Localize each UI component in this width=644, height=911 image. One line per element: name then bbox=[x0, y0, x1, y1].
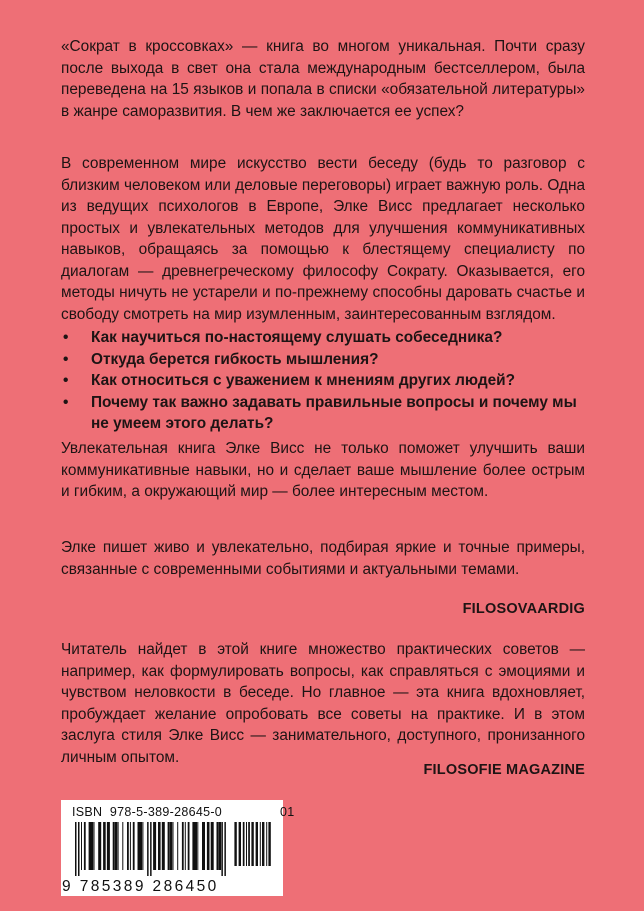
bullet-icon: • bbox=[63, 329, 69, 346]
barcode-bar bbox=[170, 822, 173, 870]
barcode-bar bbox=[164, 822, 165, 870]
barcode-bar bbox=[207, 822, 210, 870]
review-source: FILOSOFIE MAGAZINE bbox=[423, 762, 585, 778]
barcode-bar bbox=[246, 822, 247, 866]
barcode-bar bbox=[113, 822, 115, 870]
review-quote: Элке пишет живо и увлекательно, подбирая яркие и точные примеры, связанные с современными событиями и актуальными темами. bbox=[61, 539, 585, 578]
barcode-bar bbox=[115, 822, 118, 870]
barcode-bar bbox=[109, 822, 110, 870]
barcode-bar bbox=[219, 822, 222, 870]
barcode-bar bbox=[204, 822, 205, 870]
barcode-bar bbox=[266, 822, 267, 866]
addon-code: 01 bbox=[280, 805, 295, 819]
question-text: Как научиться по-настоящему слушать собеседника? bbox=[91, 329, 503, 346]
barcode-bar bbox=[84, 822, 86, 870]
list-item bbox=[61, 349, 585, 371]
barcode-bar bbox=[75, 822, 77, 876]
review-source: FILOSOVAARDIG bbox=[462, 601, 585, 617]
bullet-icon: • bbox=[63, 393, 69, 411]
barcode-bar bbox=[118, 822, 119, 870]
barcode-bar bbox=[248, 822, 250, 866]
barcode-bar bbox=[78, 822, 80, 876]
barcode-bar bbox=[127, 822, 129, 870]
barcode-bar bbox=[251, 822, 253, 866]
barcode-bar bbox=[221, 822, 223, 876]
barcode-bar bbox=[188, 822, 190, 870]
bullet-icon: • bbox=[63, 350, 69, 368]
barcode-bar bbox=[130, 822, 131, 870]
barcode-bar bbox=[100, 822, 101, 870]
barcode-bar bbox=[224, 822, 226, 876]
barcode-bar bbox=[94, 822, 95, 870]
barcode-bar bbox=[150, 822, 152, 876]
barcode-bar bbox=[185, 822, 186, 870]
barcode-bar bbox=[256, 822, 258, 866]
list-item bbox=[61, 392, 585, 435]
question-text: Почему так важно задавать правильные вопросы и почему мы не умеем этого делать? bbox=[91, 393, 577, 432]
list-item bbox=[61, 370, 585, 392]
barcode-bar bbox=[197, 822, 198, 870]
barcode-bar bbox=[103, 822, 106, 870]
barcode-bar bbox=[260, 822, 261, 866]
isbn-barcode bbox=[61, 800, 295, 896]
barcode-bar bbox=[217, 822, 219, 870]
review-quote: Читатель найдет в этой книге множество практических советов — например, как формулировать вопросы, как справляться с эмоциями и чувством неловкости в беседе. Но главное — эта книга вдохновляет, пробуждает желание опробовать все советы на практике. И в этом заслуга стиля Элке Висс — занимательного, доступного, пронизанного личным опытом. bbox=[61, 641, 585, 766]
isbn-label: ISBN 978-5-389-28645-0 01 bbox=[72, 805, 295, 819]
barcode-bar bbox=[177, 822, 178, 870]
barcode-bar bbox=[243, 822, 245, 866]
barcode-bar bbox=[133, 822, 135, 870]
barcode-bar bbox=[194, 822, 197, 870]
barcode-bar bbox=[239, 822, 241, 866]
barcode-bar bbox=[234, 822, 236, 866]
bullet-icon: • bbox=[63, 372, 69, 389]
barcode-bar bbox=[158, 822, 161, 870]
barcode-bar bbox=[268, 822, 270, 866]
barcode-bar bbox=[122, 822, 123, 870]
barcode-bar bbox=[173, 822, 174, 870]
barcode-bar bbox=[168, 822, 170, 870]
barcode-bar bbox=[140, 822, 143, 870]
barcode-bar bbox=[81, 822, 82, 870]
about-paragraph: В современном мире искусство вести беседу (будь то разговор с близким человеком или деловые переговоры) играет важную роль. Одна из ведущих психологов в Европе, Элке Висс предлагает несколько простых и увлекательных методов для улучшения коммуникативных навыков, обращаясь за помощью к блестящему специалисту по диалогам — древнегреческому философу Сократу. Оказывается, его методы ничуть не устарели и по-прежнему способны даровать счастье и свободу смотреть на мир изумленным, заинтересованным взглядом. bbox=[61, 155, 585, 323]
barcode-bar bbox=[147, 822, 149, 876]
questions-list bbox=[61, 327, 585, 435]
barcode-bar bbox=[91, 822, 94, 870]
barcode-icon bbox=[69, 822, 275, 876]
barcode-digits: 9 785389 286450 bbox=[62, 878, 219, 895]
barcode-bar bbox=[142, 822, 143, 870]
conclusion-paragraph: Увлекательная книга Элке Висс не только поможет улучшить ваши коммуникативные навыки, но и сделает ваше мышление более острым и гибким, а окружающий мир — более интересным местом. bbox=[61, 440, 585, 500]
intro-paragraph: «Сократ в кроссовках» — книга во многом уникальная. Почти сразу после выхода в свет она стала международным бестселлером, была переведена на 15 языков и попала в списки «обязательной литературы» в жанре саморазвития. В чем же заключается ее успех? bbox=[61, 38, 585, 120]
question-text: Откуда берется гибкость мышления? bbox=[91, 350, 379, 368]
question-text: Как относиться с уважением к мнениям других людей? bbox=[91, 372, 516, 389]
barcode-bar bbox=[213, 822, 214, 870]
barcode-bar bbox=[155, 822, 156, 870]
barcode-bar bbox=[182, 822, 184, 870]
list-item bbox=[61, 327, 585, 349]
barcode-bar bbox=[262, 822, 264, 866]
